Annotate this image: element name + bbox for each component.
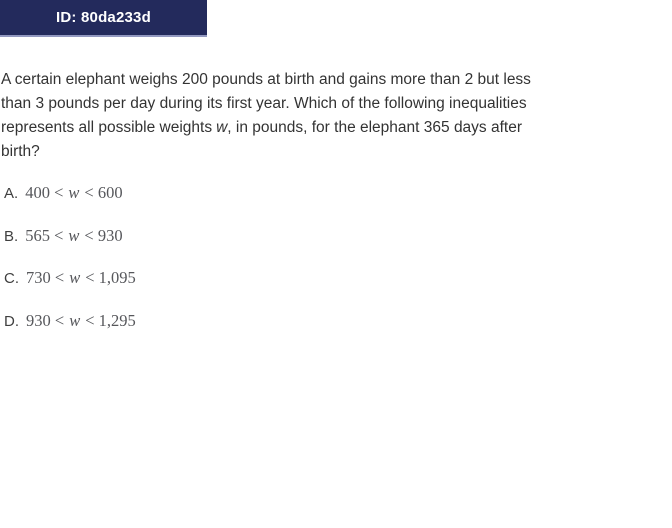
option-b-math [25,226,122,245]
option-a-letter: A. [4,185,19,202]
option-c-variable-w: w [69,268,81,287]
option-d [4,312,136,331]
option-b-lower-bound: 565 < [25,225,64,245]
option-a-variable-w: w [68,183,80,202]
option-b [4,227,136,246]
question-id-label: ID: 80da233d [56,9,151,26]
option-c [4,269,136,288]
option-d-upper-bound: < 1,295 [85,310,136,330]
option-b-upper-bound: < 930 [84,225,123,245]
question-line-2: than 3 pounds per day during its first year. Which of the following inequalities [1,95,527,112]
question-id-badge [0,0,207,37]
option-a [4,184,136,203]
option-c-upper-bound: < 1,095 [85,268,136,287]
question-line-4: birth? [1,143,40,160]
answer-options [4,184,136,354]
option-a-upper-bound: < 600 [84,183,123,202]
option-d-variable-w: w [69,310,81,330]
option-c-lower-bound: 730 < [26,268,65,287]
option-a-math [25,183,122,202]
option-a-lower-bound: 400 < [25,183,64,202]
option-c-math [26,268,136,287]
option-c-letter: C. [4,270,19,287]
option-d-lower-bound: 930 < [26,310,65,330]
question-text [1,68,601,164]
option-d-math [26,311,136,330]
option-d-letter: D. [4,312,19,330]
option-b-variable-w: w [68,225,80,245]
question-line-3-pre: represents all possible weights [1,119,213,136]
question-line-3-post: , in pounds, for the elephant 365 days after [227,119,523,136]
question-variable-w: w [216,119,228,136]
question-line-1: A certain elephant weighs 200 pounds at birth and gains more than 2 but less [1,71,531,88]
option-b-letter: B. [4,227,19,245]
